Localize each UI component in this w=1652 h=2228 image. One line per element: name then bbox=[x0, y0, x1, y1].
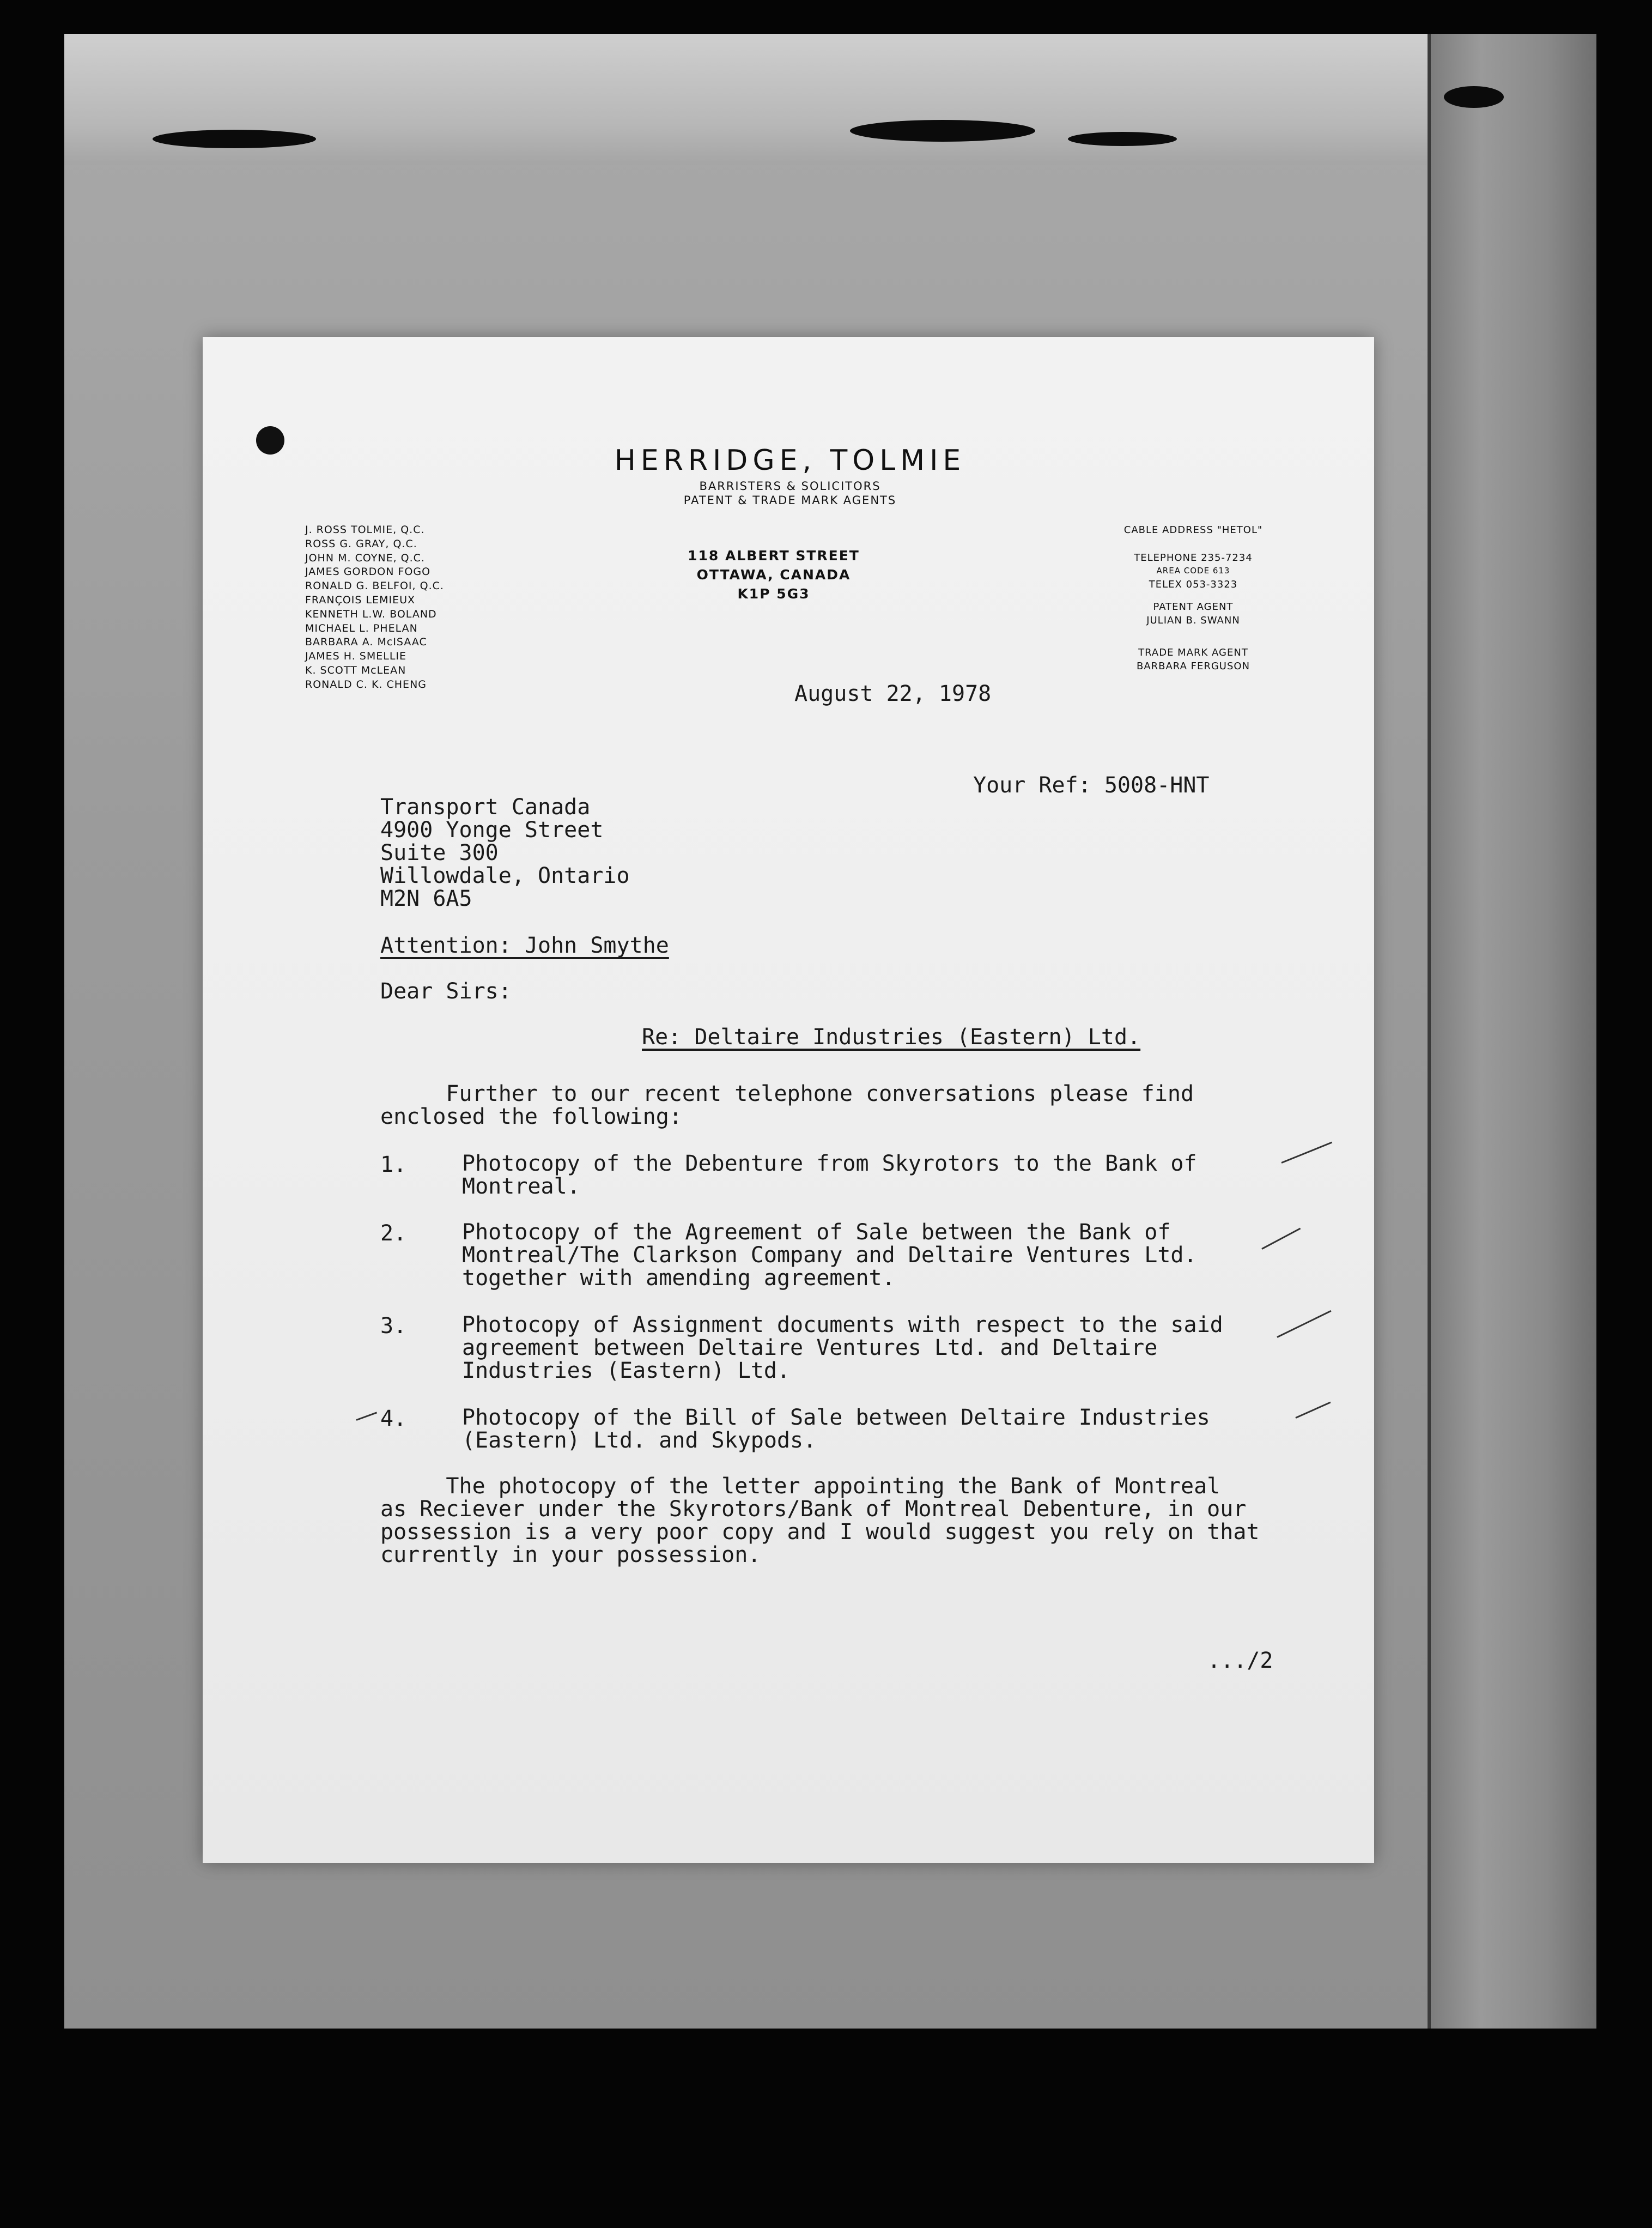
trade-mark-agent-name: BARBARA FERGUSON bbox=[1136, 661, 1250, 672]
intro-line: Further to our recent telephone conversations please find bbox=[380, 1081, 1194, 1106]
item-line: Photocopy of Assignment documents with respect to the said bbox=[462, 1312, 1223, 1337]
recipient-line: Willowdale, Ontario bbox=[380, 863, 630, 888]
item-number: 4. bbox=[380, 1406, 407, 1431]
letter-date: August 22, 1978 bbox=[794, 681, 992, 706]
item-line: Photocopy of the Debenture from Skyrotors to the Bank of bbox=[462, 1151, 1197, 1176]
item-line: Industries (Eastern) Ltd. bbox=[462, 1358, 791, 1383]
item-line: Montreal/The Clarkson Company and Deltaire Ventures Ltd. bbox=[462, 1243, 1197, 1268]
recipient-line: 4900 Yonge Street bbox=[380, 818, 604, 843]
partner-name: RONALD G. BELFOI, Q.C. bbox=[305, 580, 444, 592]
partner-name: JAMES GORDON FOGO bbox=[305, 566, 431, 578]
item-line: (Eastern) Ltd. and Skypods. bbox=[462, 1428, 817, 1453]
ink-blot bbox=[1444, 86, 1504, 108]
punch-hole bbox=[256, 426, 284, 455]
firm-name: HERRIDGE, TOLMIE bbox=[614, 444, 966, 477]
recipient-line: Suite 300 bbox=[380, 840, 499, 865]
partner-name: ROSS G. GRAY, Q.C. bbox=[305, 537, 417, 550]
recipient-line: M2N 6A5 bbox=[380, 886, 472, 911]
partner-name: J. ROSS TOLMIE, Q.C. bbox=[305, 524, 425, 536]
patent-agent-name: JULIAN B. SWANN bbox=[1146, 615, 1240, 626]
partner-name: RONALD C. K. CHENG bbox=[305, 678, 427, 691]
closing-line: The photocopy of the letter appointing the Bank of Montreal bbox=[380, 1474, 1220, 1499]
trade-mark-agent-label: TRADE MARK AGENT bbox=[1138, 647, 1248, 658]
enclosure-item bbox=[462, 1152, 1197, 1198]
your-ref: Your Ref: 5008-HNT bbox=[973, 773, 1210, 798]
subject-line: Re: Deltaire Industries (Eastern) Ltd. bbox=[642, 1025, 1141, 1050]
salutation: Dear Sirs: bbox=[380, 979, 512, 1004]
ink-blot bbox=[850, 120, 1035, 142]
closing-line: possession is a very poor copy and I would suggest you rely on that bbox=[380, 1519, 1260, 1545]
firm-subtitle-2: PATENT & TRADE MARK AGENTS bbox=[683, 494, 897, 507]
recipient-address bbox=[380, 796, 630, 910]
item-number: 2. bbox=[380, 1221, 407, 1246]
telex: TELEX 053-3323 bbox=[1149, 579, 1238, 590]
item-number: 3. bbox=[380, 1313, 407, 1339]
item-number: 1. bbox=[380, 1152, 407, 1177]
area-code: AREA CODE 613 bbox=[1156, 566, 1230, 576]
item-line: together with amending agreement. bbox=[462, 1266, 895, 1291]
partner-name: K. SCOTT McLEAN bbox=[305, 664, 406, 676]
item-line: Montreal. bbox=[462, 1174, 580, 1199]
firm-subtitle-1: BARRISTERS & SOLICITORS bbox=[699, 480, 881, 493]
partner-list bbox=[305, 523, 444, 692]
closing-line: currently in your possession. bbox=[380, 1542, 761, 1567]
patent-agent-label: PATENT AGENT bbox=[1153, 601, 1234, 613]
closing-paragraph bbox=[380, 1475, 1260, 1566]
cable-address: CABLE ADDRESS "HETOL" bbox=[1123, 524, 1263, 536]
board-right-strip bbox=[1428, 34, 1596, 2029]
enclosure-item bbox=[462, 1406, 1210, 1452]
address-line: OTTAWA, CANADA bbox=[696, 567, 851, 583]
recipient-line: Transport Canada bbox=[380, 795, 591, 820]
firm-contact bbox=[1079, 524, 1308, 672]
page-continuation: .../2 bbox=[1207, 1648, 1273, 1673]
item-line: Photocopy of the Bill of Sale between Deltaire Industries bbox=[462, 1405, 1210, 1430]
ink-blot bbox=[1068, 132, 1177, 146]
enclosure-item bbox=[462, 1221, 1197, 1289]
intro-line: enclosed the following: bbox=[380, 1104, 682, 1129]
partner-name: BARBARA A. McISAAC bbox=[305, 636, 427, 649]
firm-address bbox=[654, 546, 894, 603]
telephone: TELEPHONE 235-7234 bbox=[1134, 552, 1253, 564]
partner-name: FRANÇOIS LEMIEUX bbox=[305, 594, 416, 606]
address-line: 118 ALBERT STREET bbox=[688, 548, 860, 564]
enclosure-item bbox=[462, 1313, 1223, 1382]
item-line: agreement between Deltaire Ventures Ltd. and Deltaire bbox=[462, 1335, 1158, 1360]
intro-paragraph bbox=[380, 1082, 1194, 1128]
partner-name: JAMES H. SMELLIE bbox=[305, 650, 407, 663]
partner-name: MICHAEL L. PHELAN bbox=[305, 622, 418, 634]
closing-line: as Reciever under the Skyrotors/Bank of Montreal Debenture, in our bbox=[380, 1497, 1247, 1522]
address-line: K1P 5G3 bbox=[737, 586, 810, 602]
partner-name: JOHN M. COYNE, Q.C. bbox=[305, 552, 425, 564]
partner-name: KENNETH L.W. BOLAND bbox=[305, 608, 437, 620]
attention-line: Attention: John Smythe bbox=[380, 933, 669, 958]
item-line: Photocopy of the Agreement of Sale between the Bank of bbox=[462, 1220, 1171, 1245]
ink-blot bbox=[153, 130, 316, 148]
